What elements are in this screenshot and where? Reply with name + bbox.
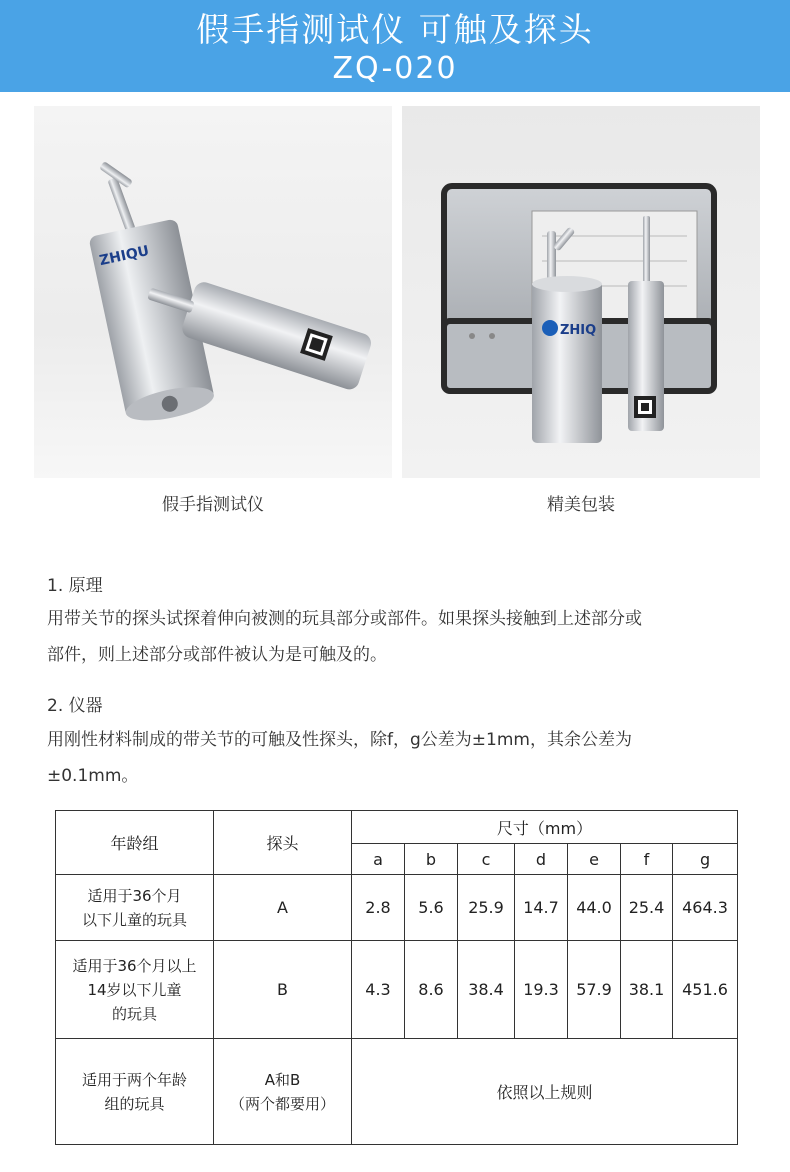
probe-illustration — [34, 106, 392, 478]
value-cell: 14.7 — [515, 875, 568, 941]
probe-line: （两个都要用） — [229, 1094, 335, 1113]
age-line: 适用于36个月以上 — [72, 956, 197, 975]
value-cell: 451.6 — [673, 941, 738, 1039]
model-number: ZQ-020 — [332, 51, 458, 86]
probe-header: 探头 — [214, 811, 352, 875]
age-group-cell — [56, 941, 214, 1039]
instrument-line: ±0.1mm。 — [47, 766, 139, 786]
value-cell: 38.4 — [458, 941, 515, 1039]
principle-line: 部件，则上述部分或部件被认为是可触及的。 — [47, 645, 387, 665]
value-cell: 38.1 — [621, 941, 673, 1039]
probe-line: A和B — [264, 1070, 301, 1089]
page-header — [0, 0, 790, 92]
column-letter: c — [458, 844, 515, 875]
column-letter: d — [515, 844, 568, 875]
table-row — [56, 941, 738, 1039]
table-row — [56, 875, 738, 941]
column-letter: f — [621, 844, 673, 875]
brand-logo: ZHIQ — [560, 323, 597, 338]
probe-photo — [34, 106, 392, 478]
column-letter: b — [405, 844, 458, 875]
column-letter: a — [352, 844, 405, 875]
age-line: 适用于36个月 — [87, 886, 182, 905]
dimensions-header: 尺寸（mm） — [352, 811, 738, 844]
value-cell: 25.9 — [458, 875, 515, 941]
value-cell: 19.3 — [515, 941, 568, 1039]
page-title: 假手指测试仪 可触及探头 — [196, 10, 594, 49]
age-line: 适用于两个年龄 — [81, 1070, 187, 1089]
age-line: 以下儿童的玩具 — [81, 910, 187, 929]
section-heading-principle: 1. 原理 — [47, 576, 103, 596]
rule-note-cell: 依照以上规则 — [352, 1039, 738, 1145]
instrument-line: 用刚性材料制成的带关节的可触及性探头，除f，g公差为±1mm，其余公差为 — [47, 730, 632, 750]
value-cell: 57.9 — [568, 941, 621, 1039]
probe-cell — [214, 1039, 352, 1145]
brand-logo: ZHIQU — [97, 242, 151, 270]
column-letter: e — [568, 844, 621, 875]
packaging-photo — [402, 106, 760, 478]
packaging-photo-caption: 精美包装 — [547, 495, 615, 515]
table-row — [56, 1039, 738, 1145]
instrument-text — [47, 722, 752, 794]
age-group-header: 年龄组 — [56, 811, 214, 875]
principle-text — [47, 601, 752, 673]
value-cell: 5.6 — [405, 875, 458, 941]
value-cell: 8.6 — [405, 941, 458, 1039]
table-header-row — [56, 811, 738, 844]
value-cell: 44.0 — [568, 875, 621, 941]
value-cell: 25.4 — [621, 875, 673, 941]
value-cell: 464.3 — [673, 875, 738, 941]
age-group-cell — [56, 1039, 214, 1145]
age-group-cell — [56, 875, 214, 941]
probe-photo-caption: 假手指测试仪 — [162, 495, 264, 515]
principle-line: 用带关节的探头试探着伸向被测的玩具部分或部件。如果探头接触到上述部分或 — [47, 609, 642, 629]
probe-cell: A — [214, 875, 352, 941]
age-line: 组的玩具 — [104, 1094, 165, 1113]
probe-cell: B — [214, 941, 352, 1039]
age-line: 14岁以下儿童 — [87, 980, 182, 999]
packaging-illustration — [402, 106, 760, 478]
value-cell: 2.8 — [352, 875, 405, 941]
age-line: 的玩具 — [111, 1004, 157, 1023]
column-letter: g — [673, 844, 738, 875]
value-cell: 4.3 — [352, 941, 405, 1039]
section-heading-instrument: 2. 仪器 — [47, 696, 103, 716]
probe-dimensions-table — [55, 810, 738, 1145]
